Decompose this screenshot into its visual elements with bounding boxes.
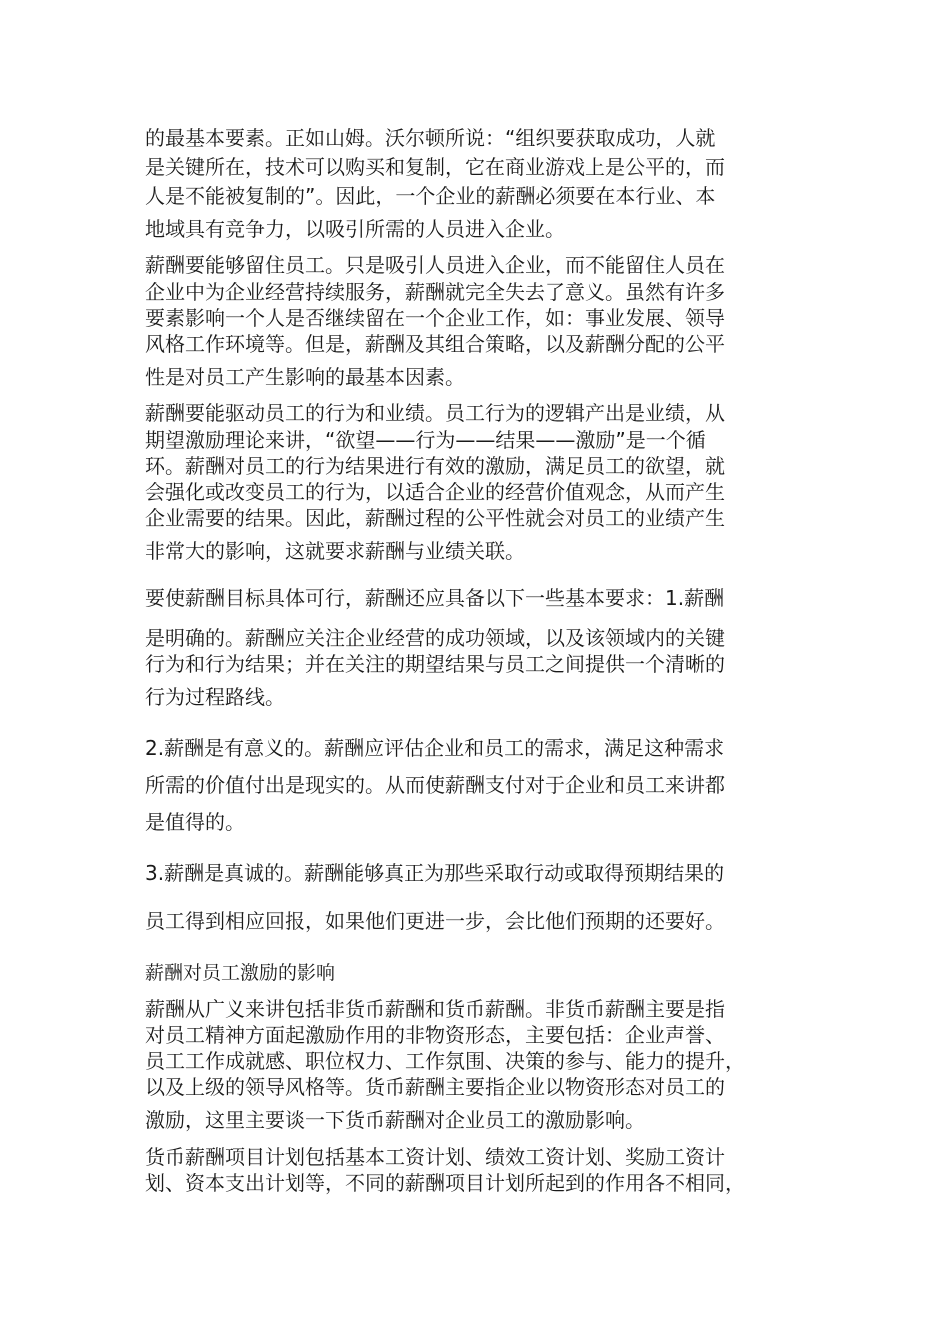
text-line: 企业需要的结果。因此，薪酬过程的公平性就会对员工的业绩产生 xyxy=(145,506,725,530)
text-line: 要使薪酬目标具体可行，薪酬还应具备以下一些基本要求：1.薪酬 xyxy=(145,586,725,610)
text-line: 员工得到相应回报，如果他们更进一步，会比他们预期的还要好。 xyxy=(145,909,725,933)
text-line: 薪酬要能驱动员工的行为和业绩。员工行为的逻辑产出是业绩，从 xyxy=(145,401,725,425)
text-line: 期望激励理论来讲，“欲望——行为——结果——激励”是一个循 xyxy=(145,428,706,452)
section-heading: 薪酬对员工激励的影响 xyxy=(145,962,336,984)
text-line: 人是不能被复制的”。因此，一个企业的薪酬必须要在本行业、本 xyxy=(145,184,716,208)
text-line: 环。薪酬对员工的行为结果进行有效的激励，满足员工的欲望，就 xyxy=(145,454,725,478)
text-line: 非常大的影响，这就要求薪酬与业绩关联。 xyxy=(145,539,525,563)
text-line: 3.薪酬是真诚的。薪酬能够真正为那些采取行动或取得预期结果的 xyxy=(145,861,725,885)
text-line: 所需的价值付出是现实的。从而使薪酬支付对于企业和员工来讲都 xyxy=(145,773,725,797)
text-line: 划、资本支出计划等，不同的薪酬项目计划所起到的作用各不相同， xyxy=(145,1171,745,1195)
text-line: 激励，这里主要谈一下货币薪酬对企业员工的激励影响。 xyxy=(145,1108,645,1132)
text-line: 行为和行为结果；并在关注的期望结果与员工之间提供一个清晰的 xyxy=(145,652,725,676)
text-line: 会强化或改变员工的行为，以适合企业的经营价值观念，从而产生 xyxy=(145,480,725,504)
text-line: 企业中为企业经营持续服务，薪酬就完全失去了意义。虽然有许多 xyxy=(145,280,725,304)
text-line: 要素影响一个人是否继续留在一个企业工作，如：事业发展、领导 xyxy=(145,306,725,330)
text-line: 货币薪酬项目计划包括基本工资计划、绩效工资计划、奖励工资计 xyxy=(145,1145,725,1169)
text-line: 地域具有竞争力，以吸引所需的人员进入企业。 xyxy=(145,217,565,241)
text-line: 2.薪酬是有意义的。薪酬应评估企业和员工的需求，满足这种需求 xyxy=(145,736,725,760)
text-line: 薪酬要能够留住员工。只是吸引人员进入企业，而不能留住人员在 xyxy=(145,253,725,277)
text-line: 是明确的。薪酬应关注企业经营的成功领域，以及该领域内的关键 xyxy=(145,626,725,650)
text-line: 员工工作成就感、职位权力、工作氛围、决策的参与、能力的提升， xyxy=(145,1049,745,1073)
text-line: 风格工作环境等。但是，薪酬及其组合策略，以及薪酬分配的公平 xyxy=(145,332,725,356)
text-line: 是值得的。 xyxy=(145,810,245,834)
text-line: 以及上级的领导风格等。货币薪酬主要指企业以物资形态对员工的 xyxy=(145,1075,725,1099)
text-line: 是关键所在，技术可以购买和复制，它在商业游戏上是公平的，而 xyxy=(145,155,725,179)
text-line: 性是对员工产生影响的最基本因素。 xyxy=(145,365,465,389)
text-line: 的最基本要素。正如山姆。沃尔顿所说：“组织要获取成功，人就 xyxy=(145,126,716,150)
text-line: 对员工精神方面起激励作用的非物资形态，主要包括：企业声誉、 xyxy=(145,1023,725,1047)
text-line: 行为过程路线。 xyxy=(145,685,285,709)
text-line: 薪酬从广义来讲包括非货币薪酬和货币薪酬。非货币薪酬主要是指 xyxy=(145,997,725,1021)
